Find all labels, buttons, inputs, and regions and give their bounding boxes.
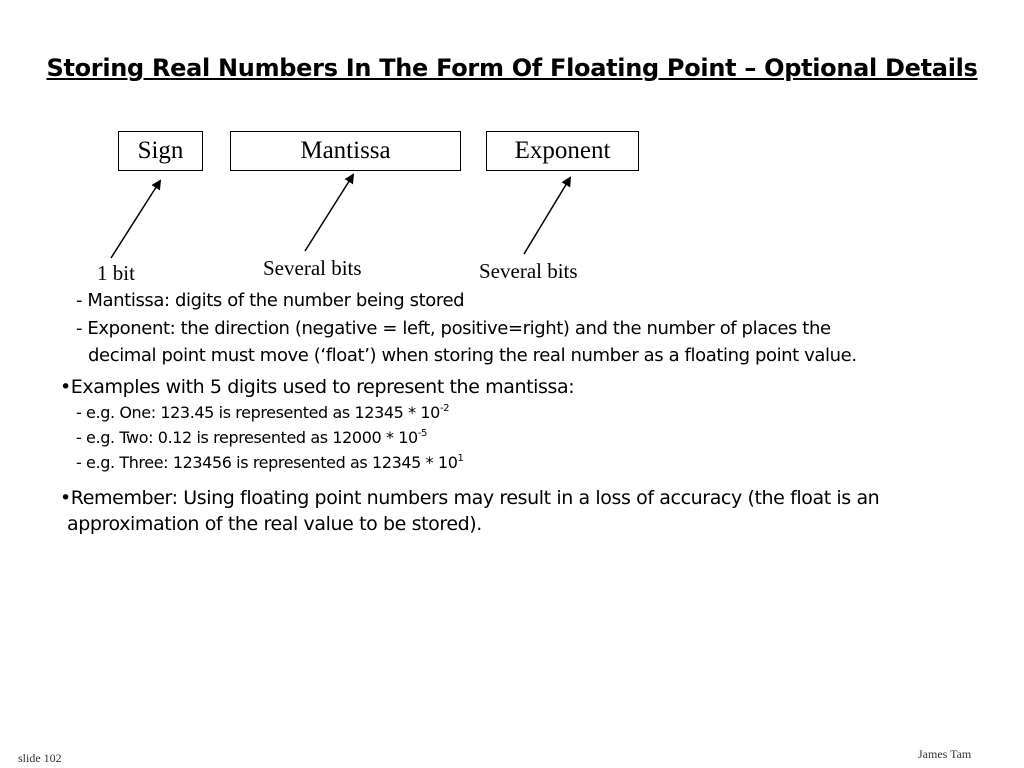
- example-exponent: -2: [439, 403, 450, 414]
- example-text: - e.g. Two: 0.12 is represented as 12000 * 10: [76, 428, 418, 447]
- examples-heading: •Examples with 5 digits used to represent the mantissa:: [60, 376, 575, 398]
- mantissa-bits-label: Several bits: [263, 256, 362, 280]
- exponent-arrow: [524, 178, 570, 254]
- mantissa-detail: - Mantissa: digits of the number being stored: [76, 290, 465, 311]
- sign-bits-label: 1 bit: [97, 261, 135, 285]
- example-item: [76, 453, 463, 472]
- remember-line2: approximation of the real value to be stored).: [67, 513, 482, 535]
- mantissa-arrow: [305, 175, 353, 251]
- sign-box-label: Sign: [137, 137, 184, 164]
- slide-title: Storing Real Numbers In The Form Of Floating Point – Optional Details: [46, 54, 978, 82]
- author-name: James Tam: [918, 747, 972, 761]
- mantissa-box-label: Mantissa: [300, 137, 391, 164]
- example-item: [76, 403, 449, 422]
- exponent-detail-line2: decimal point must move (‘float’) when storing the real number as a floating point value.: [88, 345, 857, 366]
- exponent-detail-line1: - Exponent: the direction (negative = left, positive=right) and the number of places the: [76, 318, 831, 339]
- example-exponent: -5: [417, 428, 427, 439]
- exponent-box-label: Exponent: [514, 137, 611, 164]
- slide-number: slide 102: [18, 751, 62, 765]
- exponent-bits-label: Several bits: [479, 259, 578, 283]
- example-text: - e.g. One: 123.45 is represented as 12345 * 10: [76, 403, 440, 422]
- sign-arrow: [111, 181, 160, 258]
- example-exponent: 1: [457, 453, 464, 464]
- example-item: [76, 428, 427, 447]
- remember-line1: •Remember: Using floating point numbers may result in a loss of accuracy (the float is an: [60, 487, 880, 509]
- example-text: - e.g. Three: 123456 is represented as 12345 * 10: [76, 453, 458, 472]
